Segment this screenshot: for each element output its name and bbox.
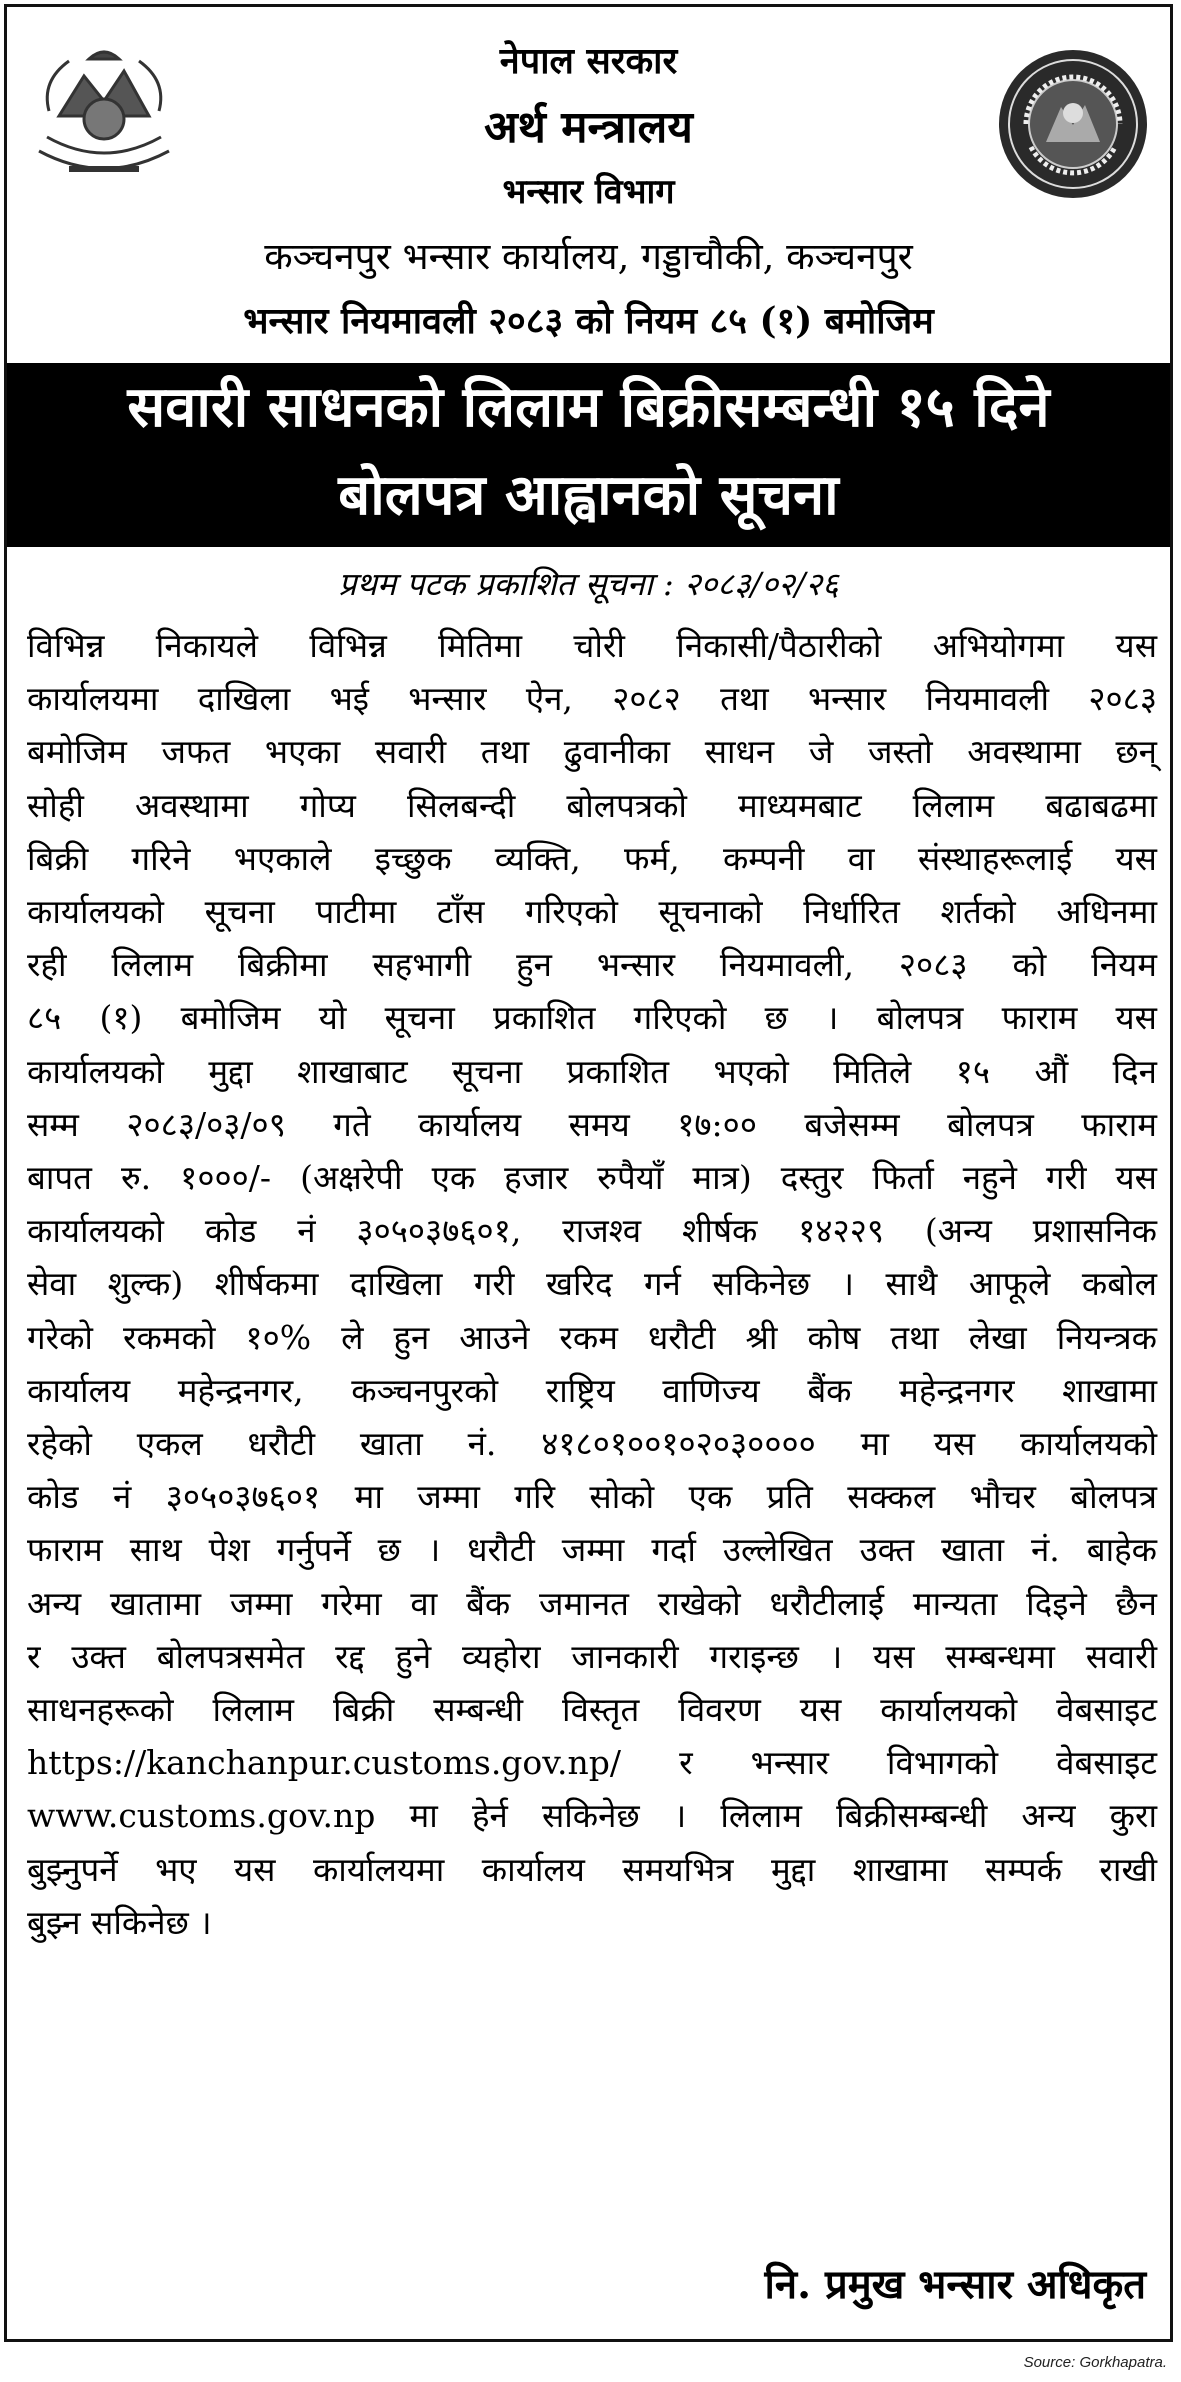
office-address: कञ्चनपुर भन्सार कार्यालय, गड्डाचौकी, कञ्चनपुर (264, 235, 913, 278)
rule-reference: भन्सार नियमावली २०८३ को नियम ८५ (१) बमोजिम (243, 300, 934, 342)
notice-title-line-2: बोलपत्र आह्वानको सूचना (338, 462, 839, 528)
notice-title-line-1: सवारी साधनको लिलाम बिक्रीसम्बन्धी १५ दिने (127, 374, 1050, 440)
body-line: विभिन्न निकायले विभिन्न मितिमा चोरी निकासी/पैठारीको अभियोगमा यस (27, 626, 1157, 665)
signatory-title: नि. प्रमुख भन्सार अधिकृत (764, 2261, 1146, 2308)
body-line: बुझ्न सकिनेछ । (27, 1902, 212, 1942)
body-line: कार्यालयको मुद्दा शाखाबाट सूचना प्रकाशित भएको मितिले १५ औं दिन (27, 1051, 1157, 1091)
department-name: भन्सार विभाग (502, 172, 675, 212)
body-line: कार्यालयको कोड नं ३०५०३७६०१, राजश्व शीर्षक १४२२९ (अन्य प्रशासनिक (27, 1211, 1157, 1251)
body-line: साधनहरूको लिलाम बिक्री सम्बन्धी विस्तृत विवरण यस कार्यालयको वेबसाइट (27, 1690, 1157, 1730)
ministry-name: अर्थ मन्त्रालय (484, 102, 693, 153)
government-name: नेपाल सरकार (499, 40, 678, 82)
body-line: रहेको एकल धरौटी खाता नं. ४१८०१००१०२०३०००० मा यस कार्यालयको (27, 1424, 1157, 1464)
body-line: कार्यालयमा दाखिला भई भन्सार ऐन, २०८२ तथा भन्सार नियमावली २०८३ (27, 679, 1157, 719)
notice-title-banner (7, 363, 1170, 547)
published-date-note: प्रथम पटक प्रकाशित सूचना : २०८३/०२/२६ (338, 565, 839, 603)
notice-header (7, 7, 1170, 362)
body-line: अन्य खातामा जम्मा गरेमा वा बैंक जमानत राखेको धरौटीलाई मान्यता दिइने छैन (27, 1583, 1157, 1623)
body-line: बापत रु. १०००/- (अक्षरेपी एक हजार रुपैयाँ मात्र) दस्तुर फिर्ता नहुने गरी यस (27, 1158, 1157, 1198)
body-line: रही लिलाम बिक्रीमा सहभागी हुन भन्सार नियमावली, २०८३ को नियम (27, 945, 1157, 985)
body-line: www.customs.gov.np मा हेर्न सकिनेछ । लिलाम बिक्रीसम्बन्धी अन्य कुरा (27, 1796, 1157, 1836)
body-line: बुझ्नुपर्ने भए यस कार्यालयमा कार्यालय समयभित्र मुद्दा शाखामा सम्पर्क राखी (27, 1849, 1157, 1889)
body-line: र उक्त बोलपत्रसमेत रद्द हुने व्यहोरा जानकारी गराइन्छ । यस सम्बन्धमा सवारी (27, 1636, 1157, 1676)
body-line: सोही अवस्थामा गोप्य सिलबन्दी बोलपत्रको माध्यमबाट लिलाम बढाबढमा (27, 785, 1157, 825)
body-line: कार्यालय महेन्द्रनगर, कञ्चनपुरको राष्ट्रिय वाणिज्य बैंक महेन्द्रनगर शाखामा (27, 1370, 1157, 1410)
body-line: गरेको रकमको १०% ले हुन आउने रकम धरौटी श्री कोष तथा लेखा नियन्त्रक (27, 1317, 1157, 1357)
body-line: बिक्री गरिने भएकाले इच्छुक व्यक्ति, फर्म, कम्पनी वा संस्थाहरूलाई यस (27, 838, 1157, 878)
notice-frame (4, 4, 1173, 2342)
body-line: https://kanchanpur.customs.gov.np/ र भन्सार विभागको वेबसाइट (27, 1743, 1157, 1783)
body-line: ८५ (१) बमोजिम यो सूचना प्रकाशित गरिएको छ । बोलपत्र फाराम यस (27, 998, 1157, 1038)
body-line: कोड नं ३०५०३७६०१ मा जम्मा गरि सोको एक प्रति सक्कल भौचर बोलपत्र (27, 1477, 1157, 1517)
body-line: फाराम साथ पेश गर्नुपर्ने छ । धरौटी जम्मा गर्दा उल्लेखित उक्त खाता नं. बाहेक (27, 1530, 1157, 1570)
body-line: सम्म २०८३/०३/०९ गते कार्यालय समय १७:०० बजेसम्म बोलपत्र फाराम (27, 1104, 1157, 1144)
notice-body (27, 619, 1157, 1949)
body-line: बमोजिम जफत भएका सवारी तथा ढुवानीका साधन जे जस्तो अवस्थामा छन् (27, 732, 1157, 772)
source-credit: Source: Gorkhapatra. (1023, 2354, 1167, 2371)
body-line: कार्यालयको सूचना पाटीमा टाँस गरिएको सूचनाको निर्धारित शर्तको अधिनमा (27, 892, 1157, 932)
body-line: सेवा शुल्क) शीर्षकमा दाखिला गरी खरिद गर्न सकिनेछ । साथै आफूले कबोल (27, 1264, 1157, 1304)
